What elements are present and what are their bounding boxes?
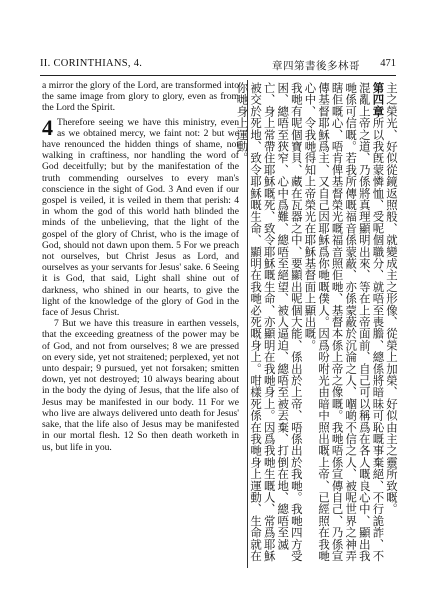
- english-chapter-paragraph: [42, 114, 239, 319]
- chinese-intro-text: 主之榮光、好似從鏡返照般、就變成主之形像、從榮上加榮、好似由主之靈所致嘅。: [385, 82, 399, 515]
- page-number: 471: [380, 58, 396, 69]
- chinese-paragraph-1: 所以我旣蒙憐恤、受呢個職分、就唔至喪膽、總係將暗昧可恥嘅事棄絕、不行詭詐、不混亂上帝之道、乃係將真理顯明出來、等在上帝面前、自己可以稱爲在各人嘅良心中、顯出我哋係可信嘅。若我所傳嘅福音係蒙蔽、亦係蒙蔽於沉淪之人、嗰啲不信之人、被呢世界之神弄瞎佢嘅心、唔肯俾基督榮光嘅福音照佢哋、基督本係上帝之像嘅。我哋唔係宣傳自己、乃係宣傳基督耶穌爲主、又自己因耶穌爲你哋嘅僕人。因爲吩咐光由暗中照出嘅上帝、已經照在我哋心中、令我哋得知上帝榮光在耶穌基督面上顯出嘅。: [303, 82, 386, 562]
- header-rule: [40, 75, 396, 76]
- running-header: [40, 58, 396, 74]
- chinese-paragraph-2: 我哋有呢個寶貝、藏在瓦器之中、要顯出呢個大能、係出於上帝、唔係出於我哋。我哋四方受困、總唔至狹窄、心中爲難、總唔至絕望、被人逼迫、總唔至被丟棄、打倒在地、總唔至滅亡、身上常帶住耶穌嘅死、致令耶穌嘅生命、亦顯明在我哋身上。因爲我哋生嘅人、常爲耶穌被交於死地、致令耶穌嘅生命、顯明在我哋必死嘅身上。咁樣死係在我哋身上運動、生命就在你哋身上運動。: [235, 82, 304, 562]
- english-paragraph-2: 7 But we have this treasure in earthen vessels, that the exceeding greatness of the power may be of God, and not from ourselves; 8 we are pressed on every side, yet not straitened; perplexed, yet not unto despair; 9 pursued, yet not forsaken; smitten down, yet not destroyed; 10 always bearing about in the body the dying of Jesus, that the life also of Jesus may be manifested in our body. 11 For we who live are always delivered unto death for Jesus' sake, that the life also of Jesus may be manifested in our mortal flesh. 12 So then death worketh in us, but life in you.: [42, 318, 239, 453]
- chinese-chapter-paragraph: [303, 82, 385, 568]
- chinese-text-column: [235, 82, 399, 568]
- english-intro-text: a mirror the glory of the Lord, are transformed into the same image from glory to glory, even as from the Lord the Spirit.: [42, 80, 239, 114]
- chinese-book-chapter-heading: 章四第書後多林哥: [272, 61, 360, 72]
- chinese-chapter-label: 第四章: [371, 82, 386, 118]
- english-text-column: [42, 80, 239, 570]
- chapter-number: 4: [42, 114, 53, 140]
- english-paragraph-1: Therefore seeing we have this ministry, even as we obtained mercy, we faint not: 2 but we have renounced the hidden things of shame, not walking in craftiness, nor handling the word of God deceitfully; but by the manifestation of the truth commending ourselves to every man's conscience in the sight of God. 3 And even if our gospel is veiled, it is veiled in them that perish: 4 in whom the god of this world hath blinded the minds of the unbelieving, that the light of the gospel of the glory of Christ, who is the image of God, should not dawn upon them. 5 For we preach not ourselves, but Christ Jesus as Lord, and ourselves as your servants for Jesus' sake. 6 Seeing it is God, that said, Light shall shine out of darkness, who shined in our hearts, to give the light of the knowledge of the glory of God in the face of Jesus Christ.: [42, 116, 239, 319]
- book-chapter-heading: II. CORINTHIANS, 4.: [40, 58, 143, 69]
